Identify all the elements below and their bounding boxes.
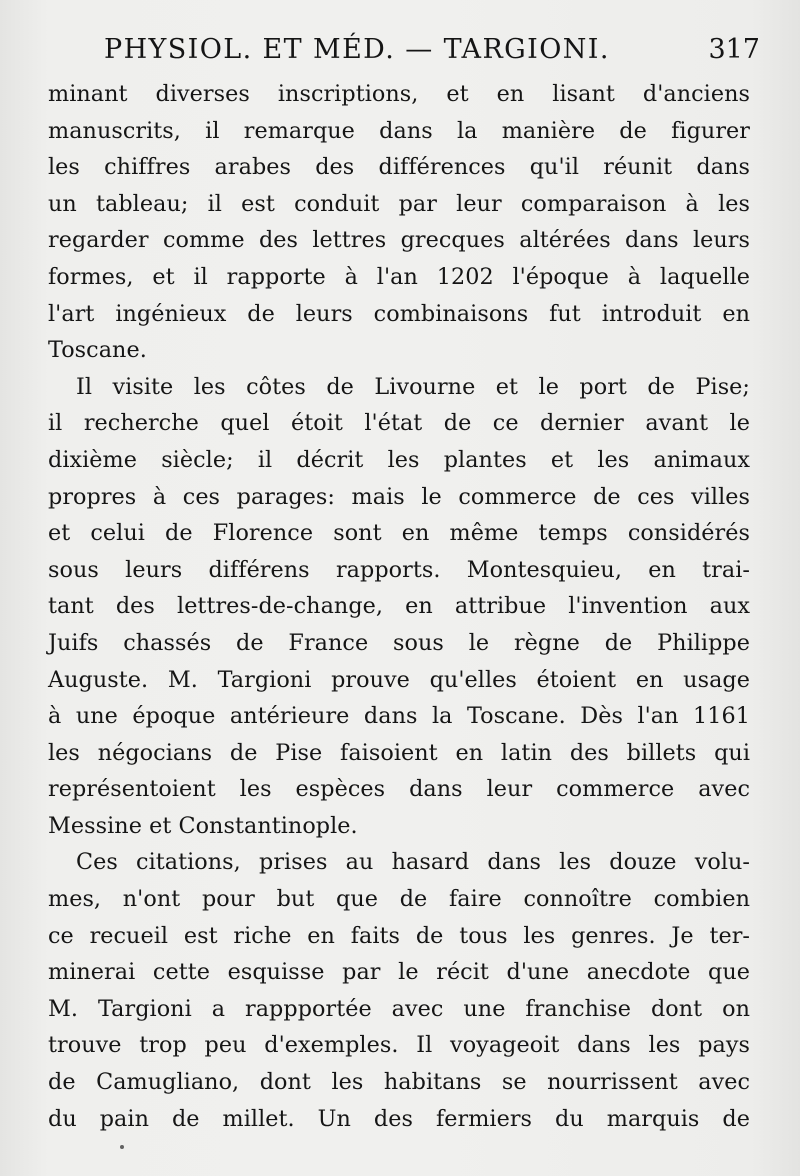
text-line: propres à ces parages: mais le commerce de ces villes — [48, 483, 750, 510]
text-line: du pain de millet. Un des fermiers du marquis de — [48, 1105, 750, 1132]
text-line: les négocians de Pise faisoient en latin des billets qui — [48, 739, 750, 766]
text-line: et celui de Florence sont en même temps considérés — [48, 520, 750, 547]
text-line: un tableau; il est conduit par leur comparaison à les — [48, 190, 750, 217]
text-line: trouve trop peu d'exemples. Il voyageoit dans les pays — [48, 1032, 750, 1059]
text-line: manuscrits, il remarque dans la manière de figurer — [48, 117, 750, 144]
text-line: les chiffres arabes des différences qu'il réunit dans — [48, 154, 750, 181]
text-line: sous leurs différens rapports. Montesquieu, en trai- — [48, 556, 750, 583]
text-line: à une époque antérieure dans la Toscane. Dès l'an 1161 — [48, 703, 750, 730]
text-line: représentoient les espèces dans leur commerce avec — [48, 776, 750, 803]
text-line: Il visite les côtes de Livourne et le port de Pise; — [76, 373, 750, 400]
text-line: Ces citations, prises au hasard dans les douze volu- — [76, 849, 750, 876]
page-number: 317 — [708, 34, 760, 65]
body-text — [48, 76, 750, 1137]
text-line: dixième siècle; il décrit les plantes et les animaux — [48, 446, 750, 473]
text-line: tant des lettres-de-change, en attribue l'invention aux — [48, 593, 750, 620]
text-line: minant diverses inscriptions, et en lisant d'anciens — [48, 81, 750, 107]
text-line: regarder comme des lettres grecques altérées dans leurs — [48, 227, 750, 254]
text-line: Auguste. M. Targioni prouve qu'elles étoient en usage — [48, 666, 750, 693]
text-line: formes, et il rapporte à l'an 1202 l'époque à laquelle — [48, 263, 750, 290]
text-line: Messine et Constantinople. — [48, 812, 358, 839]
text-line: minerai cette esquisse par le récit d'une anecdote que — [48, 959, 750, 986]
text-line: M. Targioni a rappportée avec une franchise dont on — [48, 995, 750, 1022]
text-line: ce recueil est riche en faits de tous les genres. Je ter- — [48, 922, 750, 949]
text-line: l'art ingénieux de leurs combinaisons fut introduit en — [48, 300, 750, 327]
ink-speck — [120, 1145, 124, 1149]
text-line: Toscane. — [48, 337, 147, 364]
text-line: mes, n'ont pour but que de faire connoître combien — [48, 886, 750, 913]
text-line: Juifs chassés de France sous le règne de Philippe — [48, 629, 750, 656]
text-line: de Camugliano, dont les habitans se nourrissent avec — [48, 1069, 750, 1096]
text-line: il recherche quel étoit l'état de ce dernier avant le — [48, 410, 750, 437]
running-head: PHYSIOL. ET MÉD. — TARGIONI. — [104, 34, 610, 65]
page-header — [48, 34, 760, 74]
